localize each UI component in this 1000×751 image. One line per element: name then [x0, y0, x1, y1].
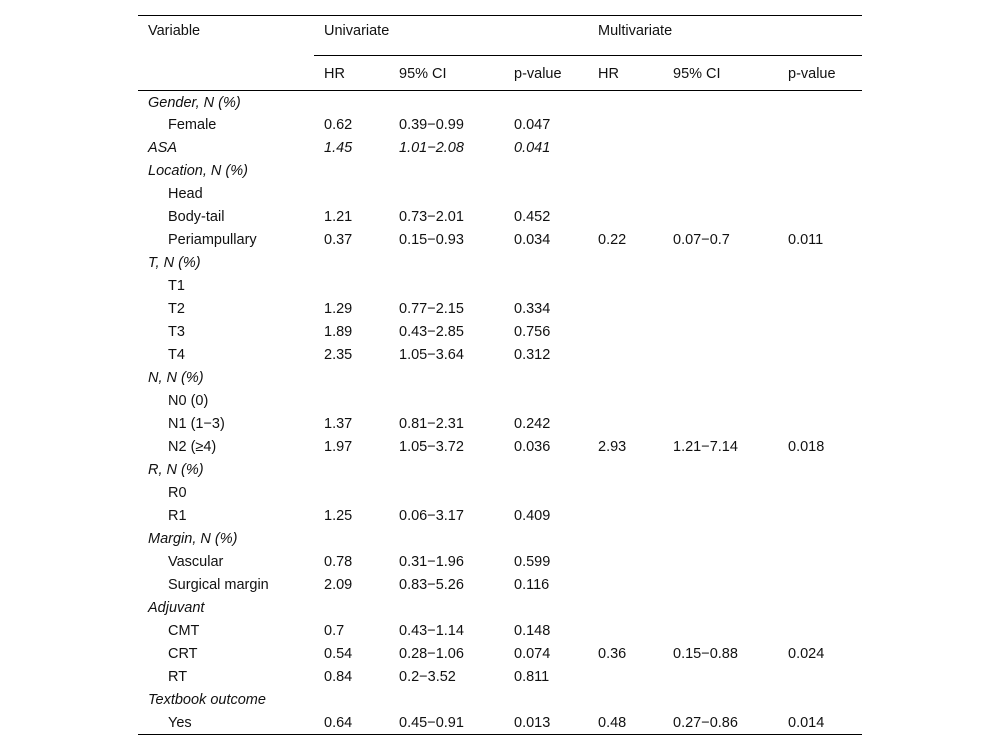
table-row: [138, 275, 862, 298]
cell-multi-pvalue: [778, 597, 862, 620]
cell-multi-hr: [588, 367, 663, 390]
cell-uni-hr: 0.54: [324, 646, 353, 662]
cell-multi-hr: [588, 275, 663, 298]
cell-uni-hr: [314, 160, 389, 183]
cell-uni-pvalue: 0.036: [514, 439, 551, 455]
cell-uni-ci: 0.43−1.14: [399, 623, 464, 639]
cell-uni-pvalue: 0.452: [514, 209, 551, 225]
cell-uni-hr: [314, 183, 389, 206]
table-row: [138, 643, 862, 666]
cell-uni-hr: 1.25: [324, 508, 353, 524]
category-row: [138, 528, 862, 551]
cell-uni-ci: [389, 275, 504, 298]
cell-multi-ci: [663, 160, 778, 183]
cell-uni-pvalue: 0.148: [514, 623, 551, 639]
cell-multi-pvalue: [778, 390, 862, 413]
cell-uni-ci: [389, 459, 504, 482]
cell-uni-ci: [389, 91, 504, 114]
table-body: [138, 91, 862, 735]
cell-uni-ci: 0.77−2.15: [399, 301, 464, 317]
category-label: N, N (%): [148, 370, 204, 386]
header-row-groups: [138, 16, 862, 56]
cell-uni-ci: 0.06−3.17: [399, 508, 464, 524]
cell-multi-hr: [588, 160, 663, 183]
cell-multi-pvalue: [778, 298, 862, 321]
cell-uni-hr: 0.7: [324, 623, 345, 639]
table-row: [138, 114, 862, 137]
cell-uni-ci: 1.05−3.72: [399, 439, 464, 455]
cell-uni-pvalue: 0.041: [514, 140, 551, 156]
header-univariate: Univariate: [314, 16, 588, 56]
cell-multi-ci: [663, 321, 778, 344]
cell-multi-ci: [663, 413, 778, 436]
cell-uni-pvalue: 0.811: [514, 669, 550, 685]
cell-multi-hr: [588, 689, 663, 712]
cell-multi-ci: 0.15−0.88: [673, 646, 738, 662]
cell-multi-pvalue: [778, 252, 862, 275]
table-row: [138, 229, 862, 252]
cell-multi-ci: [663, 183, 778, 206]
cell-uni-ci: 0.2−3.52: [399, 669, 456, 685]
row-label: CRT: [168, 646, 198, 662]
cell-multi-ci: 1.21−7.14: [673, 439, 738, 455]
cell-uni-ci: 0.43−2.85: [399, 324, 464, 340]
cell-multi-pvalue: [778, 344, 862, 367]
table-header: [138, 16, 862, 91]
cell-uni-ci: [389, 597, 504, 620]
header-row-columns: [138, 56, 862, 91]
cell-multi-hr: [588, 551, 663, 574]
category-row: [138, 367, 862, 390]
table-row: [138, 666, 862, 689]
cell-uni-hr: 1.45: [324, 140, 353, 156]
cell-multi-ci: [663, 597, 778, 620]
category-label: R, N (%): [148, 462, 204, 478]
row-label: Periampullary: [168, 232, 257, 248]
cell-multi-ci: [663, 252, 778, 275]
cell-multi-ci: [663, 551, 778, 574]
cell-uni-pvalue: [504, 91, 588, 114]
cell-multi-ci: [663, 528, 778, 551]
cell-uni-hr: [314, 597, 389, 620]
cell-multi-hr: [588, 298, 663, 321]
cell-uni-pvalue: 0.116: [514, 577, 550, 593]
cell-multi-pvalue: [778, 367, 862, 390]
cell-uni-ci: 1.05−3.64: [399, 347, 464, 363]
cell-uni-ci: [389, 528, 504, 551]
cell-uni-pvalue: 0.312: [514, 347, 551, 363]
cell-multi-ci: [663, 344, 778, 367]
cell-multi-pvalue: 0.018: [788, 439, 825, 455]
cell-multi-hr: [588, 252, 663, 275]
cell-uni-hr: 0.64: [324, 714, 353, 731]
cell-uni-ci: [389, 689, 504, 712]
cell-uni-ci: 0.81−2.31: [399, 416, 464, 432]
cell-uni-pvalue: [504, 367, 588, 390]
cell-multi-ci: [663, 206, 778, 229]
cell-uni-hr: [314, 390, 389, 413]
table-row: [138, 413, 862, 436]
cell-multi-pvalue: [778, 459, 862, 482]
cell-uni-pvalue: 0.599: [514, 554, 551, 570]
cell-uni-hr: 1.21: [324, 209, 353, 225]
cell-uni-pvalue: 0.013: [514, 714, 551, 731]
cell-multi-pvalue: [778, 275, 862, 298]
cell-multi-hr: [588, 390, 663, 413]
cell-multi-pvalue: [778, 91, 862, 114]
category-row: [138, 91, 862, 114]
cell-multi-hr: [588, 413, 663, 436]
cell-uni-pvalue: [504, 183, 588, 206]
table-row: [138, 344, 862, 367]
cell-uni-hr: [314, 528, 389, 551]
cell-uni-pvalue: 0.242: [514, 416, 551, 432]
cell-uni-hr: 0.62: [324, 117, 353, 133]
cell-multi-hr: [588, 114, 663, 137]
cell-uni-ci: 0.15−0.93: [399, 232, 464, 248]
row-label: N1 (1−3): [168, 416, 225, 432]
cell-uni-pvalue: [504, 160, 588, 183]
header-multi-hr: HR: [588, 56, 663, 91]
row-label: T3: [168, 324, 185, 340]
cell-multi-pvalue: [778, 574, 862, 597]
cell-multi-ci: [663, 137, 778, 160]
category-label: Location, N (%): [148, 163, 248, 179]
table-row: [138, 505, 862, 528]
cell-uni-pvalue: [504, 528, 588, 551]
category-label: Gender, N (%): [148, 94, 241, 111]
cell-uni-hr: 1.89: [324, 324, 353, 340]
cell-multi-ci: [663, 482, 778, 505]
cell-uni-pvalue: [504, 459, 588, 482]
cell-uni-pvalue: 0.409: [514, 508, 551, 524]
row-label: T1: [168, 278, 185, 294]
cell-uni-hr: [314, 482, 389, 505]
cell-uni-pvalue: 0.074: [514, 646, 551, 662]
table-row: [138, 574, 862, 597]
header-blank: [138, 56, 314, 91]
cell-uni-hr: [314, 459, 389, 482]
cell-multi-pvalue: [778, 551, 862, 574]
cell-uni-ci: 0.83−5.26: [399, 577, 464, 593]
row-label: N2 (≥4): [168, 439, 217, 455]
category-row: [138, 160, 862, 183]
cell-uni-hr: 1.29: [324, 301, 353, 317]
cell-uni-hr: 0.37: [324, 232, 353, 248]
category-label: Margin, N (%): [148, 531, 238, 547]
cell-multi-ci: [663, 574, 778, 597]
cell-multi-hr: [588, 597, 663, 620]
cell-uni-ci: [389, 390, 504, 413]
row-label: CMT: [168, 623, 200, 639]
cell-uni-hr: 0.84: [324, 669, 353, 685]
cell-uni-pvalue: [504, 275, 588, 298]
table-row: [138, 551, 862, 574]
cell-multi-pvalue: 0.024: [788, 646, 825, 662]
cell-uni-ci: [389, 367, 504, 390]
table-row: [138, 712, 862, 735]
cell-uni-pvalue: [504, 390, 588, 413]
cell-uni-pvalue: 0.334: [514, 301, 551, 317]
row-label: Female: [168, 117, 217, 133]
cell-multi-hr: 0.22: [598, 232, 627, 248]
row-label: Head: [168, 186, 203, 202]
category-row: [138, 137, 862, 160]
cell-uni-pvalue: 0.034: [514, 232, 551, 248]
row-label: Yes: [168, 714, 192, 731]
cell-multi-hr: 0.48: [598, 714, 627, 731]
cell-multi-ci: [663, 390, 778, 413]
category-label: Textbook outcome: [148, 692, 266, 708]
table-row: [138, 482, 862, 505]
cell-uni-hr: [314, 367, 389, 390]
header-uni-ci: 95% CI: [389, 56, 504, 91]
cell-multi-hr: [588, 459, 663, 482]
cell-uni-pvalue: 0.047: [514, 117, 551, 133]
cell-multi-ci: 0.07−0.7: [673, 232, 730, 248]
cell-uni-ci: [389, 183, 504, 206]
cell-uni-hr: 1.97: [324, 439, 353, 455]
cell-multi-pvalue: [778, 482, 862, 505]
cell-multi-pvalue: [778, 666, 862, 689]
row-label: Surgical margin: [168, 577, 269, 593]
table-row: [138, 183, 862, 206]
table-row: [138, 390, 862, 413]
cell-multi-ci: [663, 505, 778, 528]
cell-uni-pvalue: [504, 252, 588, 275]
cell-multi-hr: [588, 666, 663, 689]
cell-multi-hr: [588, 206, 663, 229]
cell-multi-ci: [663, 91, 778, 114]
cell-multi-pvalue: [778, 620, 862, 643]
cell-uni-pvalue: [504, 482, 588, 505]
cell-multi-ci: [663, 367, 778, 390]
cell-multi-pvalue: 0.014: [788, 714, 825, 731]
cell-multi-ci: [663, 459, 778, 482]
cell-uni-pvalue: [504, 689, 588, 712]
cell-uni-pvalue: [504, 597, 588, 620]
cell-multi-pvalue: [778, 183, 862, 206]
cell-multi-hr: 0.36: [598, 646, 627, 662]
cell-multi-pvalue: [778, 689, 862, 712]
cell-multi-hr: 2.93: [598, 439, 627, 455]
cell-multi-hr: [588, 91, 663, 114]
cell-uni-ci: 0.28−1.06: [399, 646, 464, 662]
table-row: [138, 321, 862, 344]
header-multi-ci: 95% CI: [663, 56, 778, 91]
category-label: T, N (%): [148, 255, 201, 271]
header-uni-pvalue: p-value: [504, 56, 588, 91]
cell-multi-pvalue: 0.011: [788, 232, 824, 248]
cell-multi-ci: [663, 114, 778, 137]
cell-uni-ci: 0.39−0.99: [399, 117, 464, 133]
category-label: Adjuvant: [148, 600, 205, 616]
cell-multi-pvalue: [778, 505, 862, 528]
cell-multi-hr: [588, 344, 663, 367]
cell-multi-ci: [663, 689, 778, 712]
table-row: [138, 620, 862, 643]
cell-uni-ci: [389, 252, 504, 275]
cell-multi-pvalue: [778, 206, 862, 229]
cell-multi-hr: [588, 482, 663, 505]
cell-uni-ci: 0.45−0.91: [399, 714, 464, 731]
cell-multi-ci: [663, 298, 778, 321]
regression-table-container: [138, 15, 862, 735]
cell-uni-hr: [314, 275, 389, 298]
category-row: [138, 252, 862, 275]
cell-uni-ci: [389, 160, 504, 183]
cell-multi-hr: [588, 505, 663, 528]
row-label: Vascular: [168, 554, 224, 570]
cell-multi-hr: [588, 321, 663, 344]
header-multi-pvalue: p-value: [778, 56, 862, 91]
cell-multi-pvalue: [778, 528, 862, 551]
cell-uni-ci: 0.73−2.01: [399, 209, 464, 225]
regression-table: [138, 15, 862, 735]
row-label: Body-tail: [168, 209, 225, 225]
category-row: [138, 459, 862, 482]
cell-uni-hr: [314, 91, 389, 114]
table-row: [138, 436, 862, 459]
category-row: [138, 689, 862, 712]
header-multivariate: Multivariate: [588, 16, 862, 56]
header-uni-hr: HR: [314, 56, 389, 91]
category-row: [138, 597, 862, 620]
cell-uni-ci: [389, 482, 504, 505]
cell-multi-pvalue: [778, 321, 862, 344]
cell-uni-hr: 2.09: [324, 577, 353, 593]
row-label: N0 (0): [168, 393, 209, 409]
category-label: ASA: [148, 140, 178, 156]
row-label: RT: [168, 669, 188, 685]
cell-multi-hr: [588, 620, 663, 643]
table-row: [138, 298, 862, 321]
cell-multi-hr: [588, 574, 663, 597]
table-row: [138, 206, 862, 229]
row-label: R1: [168, 508, 187, 524]
cell-multi-hr: [588, 137, 663, 160]
cell-multi-ci: [663, 666, 778, 689]
cell-multi-hr: [588, 528, 663, 551]
cell-uni-ci: 0.31−1.96: [399, 554, 464, 570]
cell-multi-ci: [663, 275, 778, 298]
cell-multi-hr: [588, 183, 663, 206]
cell-multi-pvalue: [778, 114, 862, 137]
cell-uni-hr: 1.37: [324, 416, 353, 432]
cell-uni-hr: [314, 689, 389, 712]
row-label: T4: [168, 347, 185, 363]
cell-multi-ci: 0.27−0.86: [673, 714, 738, 731]
cell-uni-hr: 0.78: [324, 554, 353, 570]
cell-multi-pvalue: [778, 137, 862, 160]
cell-multi-pvalue: [778, 160, 862, 183]
cell-multi-pvalue: [778, 413, 862, 436]
cell-multi-ci: [663, 620, 778, 643]
row-label: R0: [168, 485, 187, 501]
cell-uni-hr: 2.35: [324, 347, 353, 363]
header-variable: Variable: [148, 23, 201, 39]
cell-uni-pvalue: 0.756: [514, 324, 551, 340]
cell-uni-ci: 1.01−2.08: [399, 140, 464, 156]
row-label: T2: [168, 301, 185, 317]
cell-uni-hr: [314, 252, 389, 275]
